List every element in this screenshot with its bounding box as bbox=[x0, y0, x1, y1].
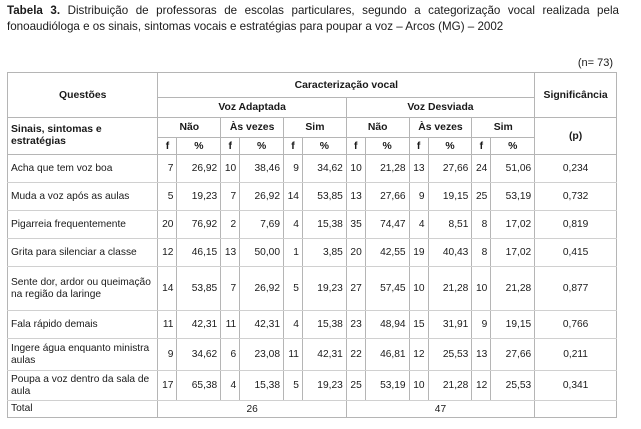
question-label: Ingere água enquanto ministra aulas bbox=[8, 339, 158, 371]
percent-cell: 40,43 bbox=[428, 239, 472, 267]
caption-label: Tabela 3. bbox=[7, 4, 61, 17]
percent-cell: 8,51 bbox=[428, 211, 472, 239]
desviada-as-vezes-header: Às vezes bbox=[409, 118, 472, 138]
p-value-cell: 0,732 bbox=[535, 183, 617, 211]
frequency-cell: 35 bbox=[346, 211, 365, 239]
question-label: Pigarreia frequentemente bbox=[8, 211, 158, 239]
total-desviada: 47 bbox=[346, 401, 534, 418]
frequency-cell: 4 bbox=[284, 311, 303, 339]
table-caption bbox=[7, 3, 619, 34]
percent-cell: 31,91 bbox=[428, 311, 472, 339]
frequency-cell: 22 bbox=[346, 339, 365, 371]
p-value-cell: 0,211 bbox=[535, 339, 617, 371]
percent-cell: 27,66 bbox=[428, 155, 472, 183]
table-body bbox=[8, 155, 617, 418]
frequency-cell: 11 bbox=[158, 311, 177, 339]
question-label: Grita para silenciar a classe bbox=[8, 239, 158, 267]
percent-cell: 19,23 bbox=[302, 371, 346, 401]
frequency-cell: 8 bbox=[472, 239, 491, 267]
frequency-cell: 24 bbox=[472, 155, 491, 183]
frequency-cell: 12 bbox=[472, 371, 491, 401]
table-row bbox=[8, 183, 617, 211]
pct-header: % bbox=[177, 138, 221, 155]
frequency-cell: 9 bbox=[158, 339, 177, 371]
percent-cell: 21,28 bbox=[365, 155, 409, 183]
percent-cell: 57,45 bbox=[365, 267, 409, 311]
percent-cell: 27,66 bbox=[491, 339, 535, 371]
pct-header: % bbox=[491, 138, 535, 155]
frequency-cell: 15 bbox=[409, 311, 428, 339]
frequency-cell: 12 bbox=[409, 339, 428, 371]
desviada-nao-header: Não bbox=[346, 118, 409, 138]
desviada-sim-header: Sim bbox=[472, 118, 535, 138]
frequency-cell: 14 bbox=[158, 267, 177, 311]
frequency-cell: 6 bbox=[221, 339, 240, 371]
percent-cell: 19,23 bbox=[177, 183, 221, 211]
frequency-cell: 10 bbox=[346, 155, 365, 183]
percent-cell: 19,15 bbox=[428, 183, 472, 211]
percent-cell: 42,55 bbox=[365, 239, 409, 267]
frequency-cell: 25 bbox=[472, 183, 491, 211]
percent-cell: 53,19 bbox=[365, 371, 409, 401]
frequency-cell: 17 bbox=[158, 371, 177, 401]
percent-cell: 23,08 bbox=[240, 339, 284, 371]
frequency-cell: 14 bbox=[284, 183, 303, 211]
percent-cell: 76,92 bbox=[177, 211, 221, 239]
percent-cell: 21,28 bbox=[428, 267, 472, 311]
frequency-cell: 27 bbox=[346, 267, 365, 311]
question-label: Fala rápido demais bbox=[8, 311, 158, 339]
percent-cell: 7,69 bbox=[240, 211, 284, 239]
percent-cell: 15,38 bbox=[302, 311, 346, 339]
total-empty bbox=[535, 401, 617, 418]
voz-desviada-header: Voz Desviada bbox=[346, 98, 534, 118]
frequency-cell: 1 bbox=[284, 239, 303, 267]
percent-cell: 38,46 bbox=[240, 155, 284, 183]
percent-cell: 46,81 bbox=[365, 339, 409, 371]
percent-cell: 48,94 bbox=[365, 311, 409, 339]
percent-cell: 42,31 bbox=[177, 311, 221, 339]
frequency-cell: 20 bbox=[346, 239, 365, 267]
frequency-cell: 9 bbox=[284, 155, 303, 183]
frequency-cell: 4 bbox=[221, 371, 240, 401]
p-value-cell: 0,341 bbox=[535, 371, 617, 401]
caption-text: Distribuição de professoras de escolas particulares, segundo a categorização vocal realizada pela fonoaudióloga e os sinais, sintomas vocais e estratégias para poupar a voz – Arcos (MG) – 2002 bbox=[7, 4, 619, 33]
percent-cell: 26,92 bbox=[177, 155, 221, 183]
percent-cell: 17,02 bbox=[491, 239, 535, 267]
data-table bbox=[7, 72, 617, 418]
voz-adaptada-header: Voz Adaptada bbox=[158, 98, 346, 118]
percent-cell: 53,19 bbox=[491, 183, 535, 211]
f-header: f bbox=[221, 138, 240, 155]
total-adaptada: 26 bbox=[158, 401, 346, 418]
question-label: Muda a voz após as aulas bbox=[8, 183, 158, 211]
f-header: f bbox=[158, 138, 177, 155]
frequency-cell: 12 bbox=[158, 239, 177, 267]
table-row bbox=[8, 211, 617, 239]
frequency-cell: 8 bbox=[472, 211, 491, 239]
percent-cell: 65,38 bbox=[177, 371, 221, 401]
frequency-cell: 5 bbox=[284, 267, 303, 311]
p-value-cell: 0,877 bbox=[535, 267, 617, 311]
frequency-cell: 2 bbox=[221, 211, 240, 239]
percent-cell: 25,53 bbox=[491, 371, 535, 401]
frequency-cell: 5 bbox=[284, 371, 303, 401]
percent-cell: 42,31 bbox=[302, 339, 346, 371]
percent-cell: 51,06 bbox=[491, 155, 535, 183]
frequency-cell: 9 bbox=[409, 183, 428, 211]
frequency-cell: 9 bbox=[472, 311, 491, 339]
questoes-header: Questões bbox=[8, 73, 158, 118]
frequency-cell: 13 bbox=[472, 339, 491, 371]
percent-cell: 74,47 bbox=[365, 211, 409, 239]
table-row bbox=[8, 371, 617, 401]
percent-cell: 19,23 bbox=[302, 267, 346, 311]
p-header: (p) bbox=[535, 118, 617, 155]
p-value-cell: 0,234 bbox=[535, 155, 617, 183]
frequency-cell: 13 bbox=[409, 155, 428, 183]
percent-cell: 25,53 bbox=[428, 339, 472, 371]
percent-cell: 26,92 bbox=[240, 267, 284, 311]
frequency-cell: 5 bbox=[158, 183, 177, 211]
p-value-cell: 0,415 bbox=[535, 239, 617, 267]
table-row bbox=[8, 155, 617, 183]
percent-cell: 50,00 bbox=[240, 239, 284, 267]
table-row bbox=[8, 339, 617, 371]
frequency-cell: 11 bbox=[284, 339, 303, 371]
frequency-cell: 10 bbox=[221, 155, 240, 183]
frequency-cell: 10 bbox=[472, 267, 491, 311]
total-row bbox=[8, 401, 617, 418]
frequency-cell: 7 bbox=[158, 155, 177, 183]
percent-cell: 3,85 bbox=[302, 239, 346, 267]
pct-header: % bbox=[302, 138, 346, 155]
percent-cell: 15,38 bbox=[302, 211, 346, 239]
percent-cell: 42,31 bbox=[240, 311, 284, 339]
pct-header: % bbox=[240, 138, 284, 155]
caracterizacao-header: Caracterização vocal bbox=[158, 73, 535, 98]
question-label: Sente dor, ardor ou queimação na região da laringe bbox=[8, 267, 158, 311]
frequency-cell: 20 bbox=[158, 211, 177, 239]
total-label: Total bbox=[8, 401, 158, 418]
percent-cell: 53,85 bbox=[302, 183, 346, 211]
percent-cell: 53,85 bbox=[177, 267, 221, 311]
p-value-cell: 0,819 bbox=[535, 211, 617, 239]
percent-cell: 27,66 bbox=[365, 183, 409, 211]
percent-cell: 34,62 bbox=[177, 339, 221, 371]
pct-header: % bbox=[428, 138, 472, 155]
table-row bbox=[8, 239, 617, 267]
percent-cell: 21,28 bbox=[428, 371, 472, 401]
frequency-cell: 10 bbox=[409, 371, 428, 401]
frequency-cell: 19 bbox=[409, 239, 428, 267]
frequency-cell: 10 bbox=[409, 267, 428, 311]
pct-header: % bbox=[365, 138, 409, 155]
frequency-cell: 13 bbox=[346, 183, 365, 211]
percent-cell: 46,15 bbox=[177, 239, 221, 267]
frequency-cell: 4 bbox=[409, 211, 428, 239]
f-header: f bbox=[346, 138, 365, 155]
adaptada-nao-header: Não bbox=[158, 118, 221, 138]
frequency-cell: 4 bbox=[284, 211, 303, 239]
percent-cell: 15,38 bbox=[240, 371, 284, 401]
question-label: Poupa a voz dentro da sala de aula bbox=[8, 371, 158, 401]
frequency-cell: 7 bbox=[221, 267, 240, 311]
percent-cell: 34,62 bbox=[302, 155, 346, 183]
percent-cell: 17,02 bbox=[491, 211, 535, 239]
percent-cell: 26,92 bbox=[240, 183, 284, 211]
frequency-cell: 13 bbox=[221, 239, 240, 267]
significancia-header: Significância bbox=[535, 73, 617, 118]
f-header: f bbox=[284, 138, 303, 155]
question-label: Acha que tem voz boa bbox=[8, 155, 158, 183]
p-value-cell: 0,766 bbox=[535, 311, 617, 339]
frequency-cell: 11 bbox=[221, 311, 240, 339]
adaptada-sim-header: Sim bbox=[284, 118, 347, 138]
percent-cell: 21,28 bbox=[491, 267, 535, 311]
frequency-cell: 25 bbox=[346, 371, 365, 401]
table-row bbox=[8, 311, 617, 339]
f-header: f bbox=[472, 138, 491, 155]
sinais-header: Sinais, sintomas e estratégias bbox=[8, 118, 158, 155]
sample-size-note: (n= 73) bbox=[577, 57, 613, 69]
frequency-cell: 23 bbox=[346, 311, 365, 339]
frequency-cell: 7 bbox=[221, 183, 240, 211]
table-row bbox=[8, 267, 617, 311]
f-header: f bbox=[409, 138, 428, 155]
percent-cell: 19,15 bbox=[491, 311, 535, 339]
adaptada-as-vezes-header: Às vezes bbox=[221, 118, 284, 138]
